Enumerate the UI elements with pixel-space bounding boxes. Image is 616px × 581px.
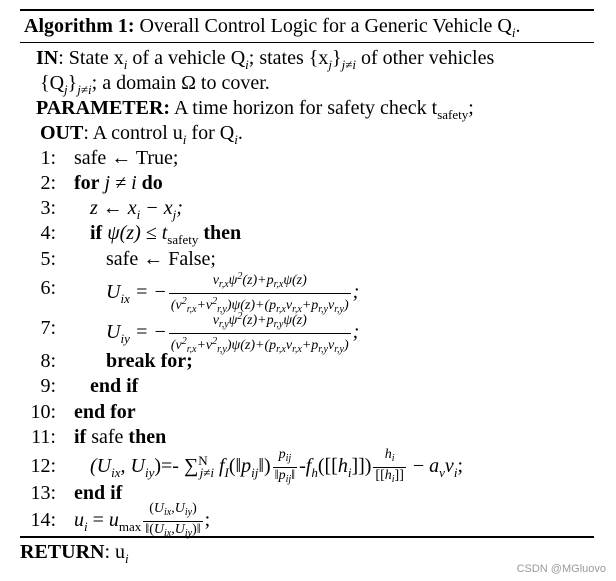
- line-text: U: [106, 321, 121, 344]
- keyword-then: then: [128, 426, 167, 448]
- keyword-if: if: [90, 222, 103, 244]
- keyword-if: if: [74, 426, 87, 448]
- line-number: 14:: [30, 509, 56, 531]
- in-text-a: : State x: [58, 47, 124, 69]
- line-number: 2:: [40, 172, 56, 194]
- keyword-for: for: [74, 172, 100, 194]
- line-number: 5:: [40, 248, 56, 270]
- line-text: (U: [90, 455, 112, 478]
- in2-text-c: ; a domain Ω to cover.: [91, 72, 270, 94]
- parameter-label: PARAMETER:: [36, 97, 171, 119]
- line-text: safe: [86, 426, 129, 448]
- line-number: 11:: [31, 426, 56, 448]
- algorithm-title: [24, 15, 520, 44]
- keyword-then: then: [198, 222, 242, 244]
- in-label: IN: [36, 47, 59, 69]
- line-number: 13:: [30, 482, 56, 504]
- line-number: 7:: [40, 317, 56, 339]
- in-text-b: of a vehicle Q: [127, 47, 246, 69]
- in-line-2: $\{Q_j\}_{j\ne i}$; a domain Ω to cover.: [40, 72, 270, 97]
- in2-text-a: {Q: [40, 72, 65, 94]
- line-text: U: [106, 281, 121, 304]
- keyword-end-if: end if: [74, 482, 123, 504]
- line-number: 3:: [40, 197, 56, 219]
- line-text: z ← x: [90, 197, 137, 219]
- in-text-e: of other vehicles: [355, 47, 495, 69]
- keyword-do: do: [141, 172, 163, 194]
- line-number: 10:: [30, 401, 56, 423]
- title-label: Algorithm 1:: [24, 15, 135, 37]
- out-text-a: : A control u: [83, 122, 183, 144]
- watermark: CSDN @MGluovo: [516, 563, 606, 575]
- fraction-pij: $\frac{p_{ij}}{‖p_{ij}‖}$: [274, 447, 296, 485]
- in2-text-b: }: [67, 72, 78, 94]
- safety-sub: safety: [167, 232, 199, 247]
- parameter-text: A time horizon for safety check t: [170, 97, 438, 119]
- in-text-d: }: [331, 47, 342, 69]
- line-number: 4:: [40, 222, 56, 244]
- return-text: : u: [104, 541, 126, 563]
- keyword-end-for: end for: [74, 401, 136, 423]
- title-sub: i: [511, 25, 516, 40]
- line-text: j ≠ i: [99, 172, 142, 194]
- line-number: 8:: [40, 350, 56, 372]
- line-number: 12:: [30, 455, 56, 477]
- parameter-end: ;: [468, 97, 474, 119]
- out-text-b: for Q: [186, 122, 235, 144]
- out-label: OUT: [40, 122, 84, 144]
- keyword-end-if: end if: [90, 375, 139, 397]
- line-text: safe ← False;: [106, 248, 216, 270]
- algorithm-box: Algorithm 1: Overall Control Logic for a Generic Vehicle $Q_i$. IN: State $x_i$ of a vehicle $Q_i$; states $\{x_j\}_{j\ne i}$ of other vehicles $\{Q_j\}_{j\ne i}$; a domain Ω to cover. PARAMETER: A time horizon for safety check $t_{safety}$; OUT: A control $u_i$ for $Q_i$. 1: safe ← True; 2: for j ≠ i do 3: z ← $x_i - x_j$; 4: if $\psi(z) \le t_{safety}$ then 5: safe ← False; 6: $U_{ix}$ = − $\frac{v_{r,x}\psi^2(z)+p_{r,x}\psi(z)}{(v^2_{r,x}+v^2_{r,y})\psi(z)+(p_{r,x}v_{r,x}+p_{r,y}v_{r,y})}$ ; 7: $U_{iy}$ = − $\frac{v_{r,y}\psi^2(z)+p_{r,y}\psi(z)}{(v^2_{r,x}+v^2_{r,y})\psi(z)+(p_{r,x}v_{r,x}+p_{r,y}v_{r,y})}$ ; 8: break for; 9: end if 10: end for 11: if safe then 12: ($U_{ix}$, $U_{iy})=-$ ∑$^N_{j\ne i}$ $f_I(‖p_{ij}‖)$ $\frac{p_{ij}}{‖p_{ij}‖}$ $-f_h([[h_i]])$ $\frac{h_i}{[[h_i]]}$ − $a_vv_i$; 13: end if 14: $u_i = u_{max}$ $\frac{(U_{ix},U_{iy})}{‖(U_{ix},U_{iy})‖}$ ; RETURN: $u_i$: [20, 9, 594, 538]
- line-text: safe ← True;: [74, 147, 179, 169]
- top-rule: [20, 9, 594, 11]
- out-line: OUT: A control $u_i$ for $Q_i$.: [40, 122, 243, 147]
- in-text-c: ; states {x: [248, 47, 329, 69]
- fraction-uix: $\frac{v_{r,x}\psi^2(z)+p_{r,x}\psi(z)}{(v^2_{r,x}+v^2_{r,y})\psi(z)+(p_{r,x}v_{r,x}+p_{r,y}v_{r,y})}$: [170, 271, 349, 315]
- fraction-hi: $\frac{h_i}{[[h_i]]}$: [375, 447, 404, 485]
- line-text: u: [74, 509, 84, 532]
- fraction-uiy: $\frac{v_{r,y}\psi^2(z)+p_{r,y}\psi(z)}{(v^2_{r,x}+v^2_{r,y})\psi(z)+(p_{r,x}v_{r,x}+p_{r,y}v_{r,y})}$: [170, 311, 349, 355]
- line-number: 9:: [40, 375, 56, 397]
- out-end: .: [237, 122, 243, 144]
- line-number: 1:: [40, 147, 56, 169]
- title-end: .: [515, 15, 521, 37]
- line-text: ψ(z) ≤ t: [102, 222, 168, 244]
- line-number: 6:: [40, 277, 56, 299]
- fraction-ui: $\frac{(U_{ix},U_{iy})}{‖(U_{ix},U_{iy})‖}$: [145, 501, 201, 539]
- return-line: RETURN: $u_i$: [20, 541, 129, 566]
- title-text: Overall Control Logic for a Generic Vehicle Q: [139, 15, 512, 37]
- in-line-1: IN: State $x_i$ of a vehicle $Q_i$; states $\{x_j\}_{j\ne i}$ of other vehicles: [36, 47, 495, 72]
- return-label: RETURN: [20, 541, 105, 563]
- keyword-break: break for;: [106, 350, 193, 372]
- parameter-sub: safety: [437, 107, 469, 122]
